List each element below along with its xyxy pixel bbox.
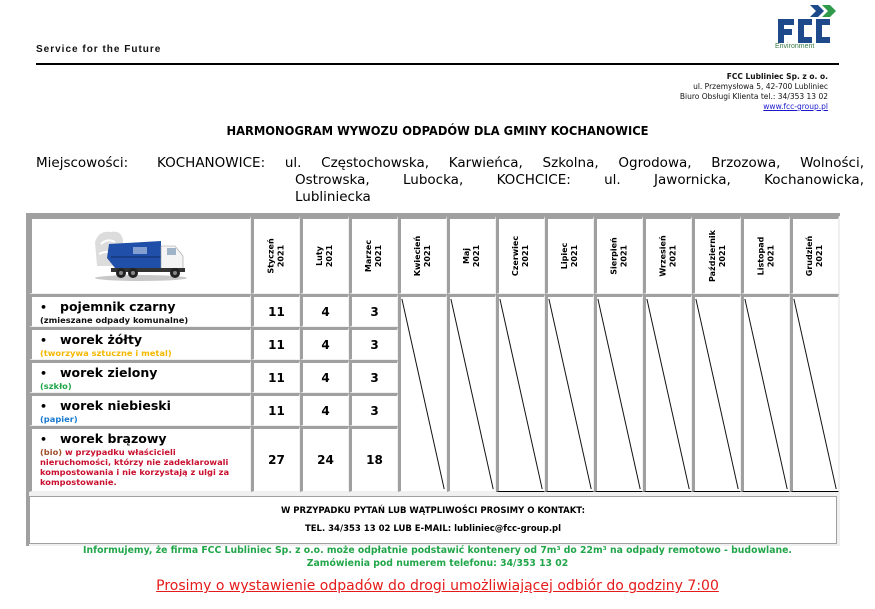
empty-month-cell (545, 294, 594, 492)
pickup-day-cell: 4 (300, 393, 349, 426)
month-label (805, 236, 825, 276)
header-rule (36, 63, 839, 65)
locations-line-3: Lubliniecka (295, 189, 371, 205)
logo-chevron-blue (810, 5, 824, 17)
strike-line (793, 297, 838, 491)
month-year: 2021 (423, 244, 433, 268)
month-header (790, 216, 839, 294)
month-header (251, 216, 300, 294)
strike-line (646, 297, 691, 491)
month-label (708, 230, 728, 282)
company-website-link[interactable]: www.fcc-group.pl (763, 102, 828, 111)
strike-line (450, 297, 495, 491)
pickup-day-cell: 4 (300, 360, 349, 393)
pickup-time-notice: Prosimy o wystawienie odpadów do drogi umożliwiającej odbiór do godziny 7:00 (156, 578, 719, 594)
waste-type-name (40, 332, 142, 347)
month-year: 2021 (766, 244, 776, 268)
strike-line (597, 297, 642, 491)
pickup-day-cell: 11 (251, 327, 300, 360)
waste-type-description (40, 348, 172, 358)
info-line-1: Informujemy, że firma FCC Lubliniec Sp. z o.o. może odpłatnie podstawić kontenery od 7m³ do 22m³ na odpady remotowo - budowlane. (83, 545, 792, 556)
empty-month-cell (643, 294, 692, 492)
pickup-day-cell: 24 (300, 426, 349, 492)
month-year: 2021 (472, 244, 482, 268)
month-label (266, 238, 286, 273)
bullet-icon: • (40, 400, 48, 413)
pickup-day-cell: 3 (349, 393, 398, 426)
pickup-day-cell: 4 (300, 294, 349, 327)
month-year: 2021 (619, 244, 629, 268)
logo-letters (778, 19, 830, 43)
waste-type-name (40, 365, 157, 380)
strike-line (744, 297, 789, 491)
waste-type-label: pojemnik czarny (60, 299, 176, 314)
waste-type-name (40, 299, 176, 314)
waste-type-description (40, 381, 72, 391)
bullet-icon: • (40, 367, 48, 380)
strike-line (695, 297, 740, 491)
waste-type-label: worek zielony (60, 365, 158, 380)
description-text: w przypadku właścicieli nieruchomości, którzy nie zadeklarowali kompostowania i nie korzystają z ulgi za kompostowanie. (40, 447, 230, 487)
page-title: HARMONOGRAM WYWOZU ODPADÓW DLA GMINY KOCHANOWICE (226, 123, 649, 138)
pickup-day-cell: 3 (349, 360, 398, 393)
strike-line (401, 297, 446, 491)
waste-type-label: worek żółty (60, 332, 143, 347)
locations-text (157, 155, 864, 206)
company-phone: Biuro Obsługi Klienta tel.: 34/353 13 02 (679, 92, 828, 101)
pickup-day-cell: 4 (300, 327, 349, 360)
month-year: 2021 (374, 244, 384, 268)
pickup-day-cell: 11 (251, 360, 300, 393)
month-name: Marzec (364, 239, 374, 273)
waste-type-cell (29, 327, 251, 360)
waste-type-description (40, 315, 188, 325)
month-label (511, 236, 531, 276)
waste-type-cell (29, 294, 251, 327)
month-header (545, 216, 594, 294)
month-name: Lipiec (560, 242, 570, 270)
month-label (560, 243, 580, 269)
description-text: (tworzywa sztuczne i metal) (40, 348, 172, 358)
company-address: ul. Przemysłowa 5, 42-700 Lubliniec (693, 82, 828, 91)
month-name: Grudzień (805, 235, 815, 277)
month-name: Maj (462, 247, 472, 265)
waste-type-label: worek niebieski (60, 398, 171, 413)
waste-type-description (40, 447, 240, 487)
truck-image-cell (29, 216, 251, 294)
month-header (496, 216, 545, 294)
description-prefix: (bio) (40, 447, 63, 457)
tagline: Service for the Future (36, 44, 162, 55)
month-year: 2021 (276, 244, 286, 268)
month-header (692, 216, 741, 294)
month-name: Listopad (756, 236, 766, 276)
month-header (594, 216, 643, 294)
description-text: (zmieszane odpady komunalne) (40, 315, 189, 325)
logo-chevron-green (822, 5, 836, 17)
month-header (447, 216, 496, 294)
description-text: (szkło) (40, 381, 72, 391)
month-year: 2021 (815, 244, 825, 268)
empty-month-cell (790, 294, 839, 492)
description-text: (papier) (40, 414, 78, 424)
month-year: 2021 (717, 244, 727, 268)
empty-month-cell (594, 294, 643, 492)
month-name: Kwiecień (413, 235, 423, 277)
month-label (659, 235, 679, 276)
month-name: Luty (315, 246, 325, 266)
month-label (414, 236, 434, 276)
month-name: Sierpień (609, 237, 619, 275)
month-header (349, 216, 398, 294)
pickup-day-cell: 27 (251, 426, 300, 492)
month-label (757, 237, 777, 276)
waste-type-name (40, 398, 171, 413)
month-label (315, 245, 335, 267)
contact-line-2: TEL. 34/353 13 02 LUB E-MAIL: lubliniec@fcc-group.pl (304, 524, 562, 534)
month-year: 2021 (668, 244, 678, 268)
pickup-day-cell: 3 (349, 327, 398, 360)
waste-type-description (40, 414, 78, 424)
month-header (398, 216, 447, 294)
contact-box (29, 496, 837, 544)
strike-line (548, 297, 593, 491)
contact-line-1: W PRZYPADKU PYTAŃ LUB WĄTPLIWOŚCI PROSIMY O KONTAKT: (280, 506, 586, 516)
month-year: 2021 (570, 244, 580, 268)
pickup-day-cell: 3 (349, 294, 398, 327)
bullet-icon: • (40, 433, 48, 446)
pickup-day-cell: 18 (349, 426, 398, 492)
pickup-day-cell: 11 (251, 393, 300, 426)
month-header (643, 216, 692, 294)
info-line-2: Zamówienia pod numerem telefonu: 34/353 13 02 (306, 558, 569, 569)
month-header (300, 216, 349, 294)
month-name: Czerwiec (511, 235, 521, 277)
locations-line-1: KOCHANOWICE: ul. Częstochowska, Karwieńca, Szkolna, Ogrodowa, Brzozowa, Wolności, (157, 155, 864, 171)
empty-month-cell (447, 294, 496, 492)
month-label (462, 245, 482, 267)
schedule-table (26, 213, 840, 546)
month-header (741, 216, 790, 294)
empty-month-cell (496, 294, 545, 492)
company-name: FCC Lubliniec Sp. z o. o. (726, 72, 828, 81)
waste-type-cell (29, 393, 251, 426)
waste-type-cell (29, 360, 251, 393)
empty-month-cell (692, 294, 741, 492)
waste-type-cell (29, 426, 251, 492)
bullet-icon: • (40, 334, 48, 347)
month-name: Październik (707, 230, 717, 282)
waste-type-name (40, 431, 167, 446)
pickup-day-cell: 11 (251, 294, 300, 327)
strike-line (499, 297, 544, 491)
locations-label: Miejscowości: (36, 155, 129, 171)
waste-type-label: worek brązowy (60, 431, 167, 446)
company-info (680, 72, 828, 112)
empty-month-cell (741, 294, 790, 492)
empty-month-cell (398, 294, 447, 492)
month-year: 2021 (325, 244, 335, 268)
locations-line-2: Ostrowska, Lubocka, KOCHCICE: ul. Jawornicka, Kochanowicka, (295, 172, 864, 188)
month-label (610, 237, 630, 274)
info-text (0, 544, 875, 570)
month-year: 2021 (521, 244, 531, 268)
bullet-icon: • (40, 301, 48, 314)
logo-subtext: Environment (775, 43, 815, 50)
month-label (364, 240, 384, 272)
month-name: Styczeń (266, 238, 276, 274)
month-name: Wrzesień (658, 235, 668, 277)
garbage-truck-icon (91, 228, 191, 284)
